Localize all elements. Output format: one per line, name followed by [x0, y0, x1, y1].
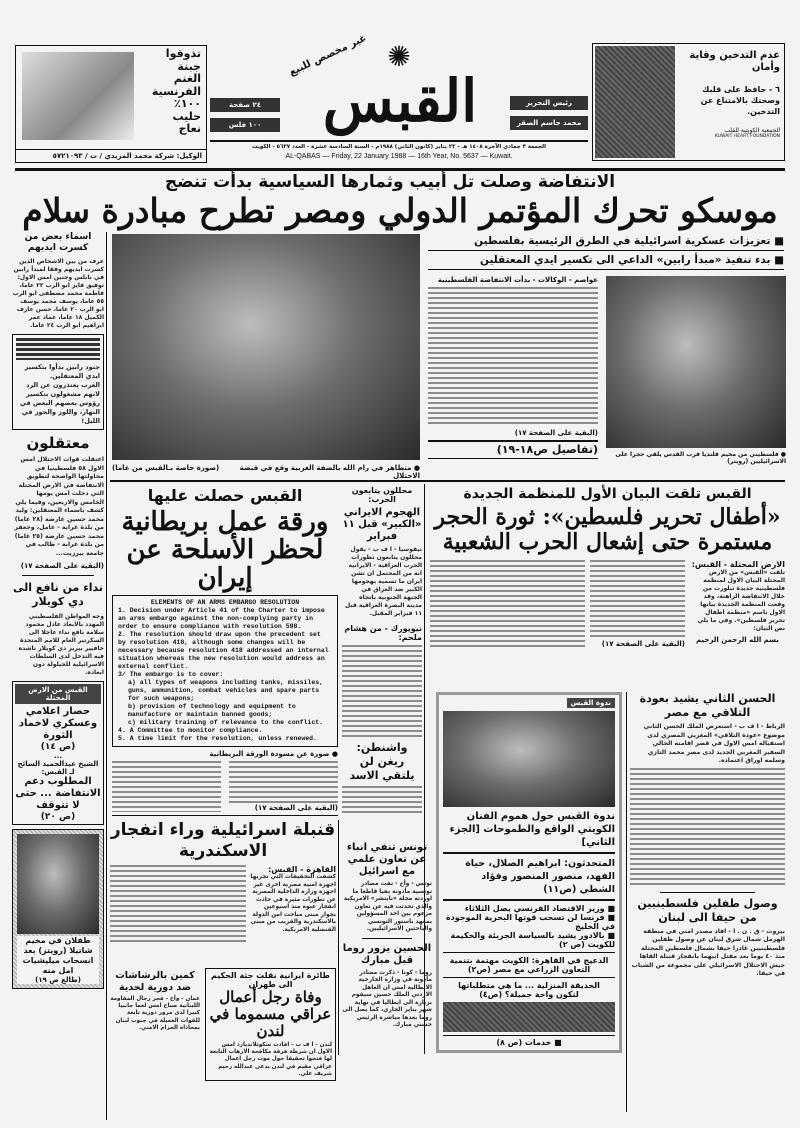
children-section — [430, 486, 785, 650]
ad-text: ٦ - حافظ على قلبك وصحتك بالامتناع عن التدخين. — [700, 85, 780, 116]
reagan-headline: واشنطن: ريغن لن يلتقي الاسد — [349, 741, 415, 782]
doc-line: c) military training of relevance to the conflict. — [128, 719, 324, 726]
lead-bullet-text: تعزيزات عسكرية اسرائيلية في الطرق الرئيسية بفلسطين — [474, 235, 771, 247]
seminar-photo-label: ندوة القبس — [567, 698, 615, 708]
detainees-title: معتقلون — [26, 434, 90, 452]
ad-cheese — [15, 45, 207, 163]
logo: القبس — [322, 67, 478, 135]
iraqi-headline: وفاة رجل أعمال عراقي مسموما في لندن — [209, 988, 332, 1040]
ad-line: حليب — [172, 109, 201, 123]
doc-caption: ● صورة عن مسودة الورقة البريطانية — [209, 750, 338, 758]
editor-label: رئيس التحرير — [510, 96, 588, 110]
hassan-headline: الحسن الثاني يشيد بعودة التلاقي مع مصر — [639, 692, 776, 719]
basmala: بسم الله الرحمن الرحيم — [696, 636, 779, 644]
british-column — [229, 761, 338, 812]
alex-dateline: القاهرة - القبس: — [268, 865, 336, 874]
date-english: AL-QABAS — Friday, 22 January 1988 — 16th Year, No. 5637 — Kuwait. — [285, 153, 513, 160]
divider — [362, 938, 412, 939]
occupied-box — [12, 681, 104, 825]
continued-note: (البقية على الصفحة ١٧) — [254, 804, 338, 812]
british-kicker: القبس حصلت عليها — [147, 486, 303, 505]
appeal-title: نداء من نافع الى دي كويلار — [12, 581, 104, 608]
ad-line: جبنة — [177, 59, 201, 73]
children-columns — [430, 560, 785, 650]
continued-note: (البقية على الصفحة ١٧) — [601, 640, 685, 648]
british-section — [112, 486, 338, 812]
not-for-sale-stamp: غير مخصص للبيع — [287, 32, 369, 79]
analysts-kicker: محللون يتابعون الحرب: — [351, 486, 413, 504]
ad-line: تذوقوا — [165, 47, 201, 60]
seminar-item: الدعيج في القاهرة: الكويت مهتمة بتنمية التعاون الزراعي مع مصر (ص٢) — [443, 956, 615, 978]
children-headline: «أطفال تحرير فلسطين»: ثورة الحجر مستمرة حتى إشعال الحرب الشعبية — [434, 504, 781, 555]
alex-body: كشفت التحقيقات التي تجريها اجهزة امنية مصرية اخرى غير اجهزة وزارة الداخلية المصرية عن تطورات مثيرة في حادث انفجار عبوة منذ اسبوعين بجوار مبنى مباحث امن الدولة بالاسكندرية والقريب من مبنى القنصلية الامريكية. — [250, 874, 336, 933]
lead-photo-caption: ● متظاهر في رام الله بالضفة الغربية وقع في قبضة الاحتلال — [239, 464, 420, 480]
ad-org-ar: الجمعية الكويتية للقلب — [724, 127, 780, 134]
text-block — [590, 560, 685, 640]
column-rule — [626, 692, 627, 1112]
bullet-text: وزير الاقتصاد الفرنسي يصل الثلاثاء — [464, 904, 605, 913]
seminar-bullet: ■ وزير الاقتصاد الفرنسي يصل الثلاثاء — [464, 904, 615, 913]
price: ١٠٠ فلس — [210, 118, 280, 132]
lead-bullet: ■ تعزيزات عسكرية اسرائيلية في الطرق الرئيسية بفلسطين — [428, 234, 784, 251]
divider — [660, 892, 755, 893]
text-block — [342, 786, 422, 816]
doc-line: 5. A time limit for the resolution, unless renewed. — [118, 735, 317, 742]
tunis-body: تونس - وأخ - نفت مصادر تونسية مأذونة نفيا قاطعا ما اوردته مجلة «نايتشر» الامريكية والذي تحدثت فيه عن تعاون مزعوم بين احد المسؤولين بمعهد باستور التونسي والباحثين الاسرائيليين. — [343, 881, 432, 932]
analysts-headline: الهجوم الايراني «الكبير» قبل ١١ فبراير — [342, 507, 422, 542]
text-block — [112, 761, 221, 812]
divider — [112, 815, 338, 816]
refugees-body: بيروت - ق . ن . ا - افاد مصدر امني في منطقة الهرمل شمال شرق لبنان عن وصول طفلين فلسطينيين غادرا حيفا بشمال فلسطين المحتلة منذ ٤٠ يوما بعد مقتل ابيهما بانفجار قنبلة القاها جيش الاحتلال الاسرائيلي على مجموعة من الشباب في حيفا. — [631, 927, 785, 977]
stone-thrower-caption: ● فلسطيني من مخيم قلنديا قرب القدس يلقي حجرا على الاسرائيليين (رويتر) — [615, 451, 786, 465]
ad-cheese-product-image — [22, 52, 134, 140]
text-block — [428, 287, 598, 427]
alex-headline: قنبلة اسرائيلية وراء انفجار الاسكندرية — [110, 820, 336, 861]
children-column — [690, 560, 785, 650]
seminar-item: الحديقة المنزلية ... ما هي متطلباتها لتكون واحة جميلة؟ (ص٤) — [458, 981, 600, 999]
ad-line: نعاج — [178, 122, 201, 135]
occupied-headline-2b: المطلوب دعم الانتفاضة ... حتى لا تتوقف — [15, 776, 101, 811]
iraqi-kicker: طائرة ايرانية نقلت جثة الحكيم الى طهران — [210, 971, 331, 989]
analysts-column — [342, 486, 422, 816]
commentary-logo — [16, 338, 100, 360]
children-dateline: الارض المحتلة - القبس: — [691, 560, 785, 569]
stone-thrower-photo — [606, 276, 786, 448]
commentary-box — [12, 334, 104, 430]
lead-kicker: الانتفاضة وصلت تل أبيب وثمارها السياسية بدأت تنضج — [164, 172, 616, 192]
seminar-bullets — [443, 904, 615, 953]
ad-line: الغنم — [173, 72, 201, 85]
doc-line: a) all types of weapons including tanks, missiles, guns, ammunition, combat vehicles and spare parts for such weapons; — [128, 679, 324, 702]
british-document — [112, 595, 338, 747]
iraqi-body: لندن - ا ف ب - افادت سكوتلانديارد امس الاول ان شرطة فرقة مكافحة الارهاب التابعة لها فتحوا تحقيقا حول موت رجل اعمال عراقي مقيم في لندن يدعى عبدالله رحيم شريف علي. — [209, 1042, 332, 1077]
iraqi-story-box — [205, 968, 336, 1081]
column-rule — [338, 820, 339, 1055]
ad-agent: الوكيل: شركة محمد المزيدي / ت / ٥٧٢١٠٩٣ — [16, 149, 206, 162]
shatila-caption: طفلان في مخيم شاتيلا (رويتر) بعد انسحاب ميليشيات امل منه — [17, 936, 99, 976]
lead-dateline: عواصم - الوكالات - بدأت الانتفاضة الفلسطينية — [437, 276, 598, 284]
analysts-body: نيقوسيا - ا ف ب - يقول محللون يتابعون تطورات الحرب العراقية - الايرانية انه من المحتمل ان تشن ايران ما تسميه بهجومها الكبير ضد العراق في الجبهة الجنوبية باتجاه مدينة البصرة العراقية قبل ١١ فبراير المقبل. — [345, 546, 422, 617]
names-title: اسماء بعض من كسرت ايديهم — [24, 232, 92, 253]
lead-photo — [112, 234, 420, 460]
seminar-dark-image — [443, 1002, 615, 1032]
hussein-body: روما - كونا - ذكرت مصادر مأذونة في وزارة الخارجية الايطالية امس ان العاهل الاردني الملك حسين سيقوم بزيارة الى ايطاليا في نهاية شهر يناير الجاري، كما يصل الى روما بعدها مباشرة الرئيس حسني مبارك. — [342, 969, 432, 1028]
text-block — [229, 761, 338, 804]
lead-headline: موسكو تحرك المؤتمر الدولي ومصر تطرح مبادرة سلام — [22, 191, 778, 230]
detainees-body: اعتقلت قوات الاحتلال امس الاول ٥٨ فلسطينيا في محاولتها الواضحة لتطويق الانتفاضة في الارض المحتلة التي دخلت امس يومها الخامس والاربعين، وفيما يلي كشف باسماء المعتقلين: وليد محمد حسين عارضة (٢٨ عاما) من بلدة عرابة - عامل، وجعفر محمد حسين عارضة (٢٥ عاما) من بلدة عرابة - طالب في جامعة بيرزيت... — [14, 456, 104, 557]
ad-no-smoking-image — [595, 46, 675, 158]
masthead — [210, 32, 588, 165]
page-ref: (ص ١٤) — [40, 742, 76, 752]
doc-title: ELEMENTS OF AN ARMS EMBARGO RESOLUTION — [150, 599, 300, 606]
shatila-photo — [17, 834, 99, 934]
doc-line: b) provision of technology and equipment to manufacture or maintain banned goods; — [128, 703, 296, 718]
doc-line: 3/ The embargo is to cover: — [118, 671, 224, 678]
services-link[interactable]: ■ خدمات (ص ٨) — [443, 1035, 615, 1047]
doc-line: 1. Decision under Article 41 of the Charter to impose an arms embargo against the non-complying party in order to ensure compliance with resolution 598. — [118, 607, 325, 630]
occupied-headline-1: حصار اعلامي وعسكري لاخماد الثورة — [18, 706, 98, 741]
alex-columns — [110, 865, 336, 945]
section-rule — [110, 480, 785, 482]
names-body: عرف من بين الاشخاص الذين كسرت ايديهم وفقا لمبدأ رابين في نابلس وجنين امس الاول: توفيق فايز ابو الرب ٢٢ عاما، فاطمة محمد مصطفى ابو الرب ٥٥ عاما، يوسف محمد يوسف ابو الرب ٢٠ عاما، حسن عارف الكميل ١٨ عاما، عماد عمر ابراهيم ابو الرب ٢٤ عاما. — [12, 258, 104, 329]
british-headline: ورقة عمل بريطانية لحظر الأسلحة عن إيران — [121, 507, 329, 593]
alex-section — [110, 820, 336, 945]
ad-line: الفرنسية — [151, 84, 201, 98]
details-ref: (تفاصيل ص١٨-١٩) — [428, 440, 598, 459]
seminar-photo — [443, 711, 615, 807]
left-column — [12, 232, 104, 989]
alex-column — [250, 865, 336, 945]
doc-line: 4. A Committee to monitor compliance. — [118, 727, 263, 734]
seminar-speakers: المتحدثون: ابراهيم الصلال، حياة الفهد، منصور المنصور وفؤاد الشطي (ص١١) — [443, 857, 615, 901]
children-kicker: القبس تلقت البيان الأول للمنظمة الجديدة — [463, 486, 752, 502]
lead-bullet-text: بدء تنفيذ «مبدأ رابين» الداعي الى تكسير ايدي المعتقلين — [480, 254, 771, 266]
shatila-photo-frame — [12, 829, 104, 989]
text-block — [630, 768, 785, 888]
seminar-box — [436, 692, 622, 1053]
refugees-headline: وصول طفلين فلسطينيين من حيفا الى لبنان — [637, 896, 778, 924]
doc-line: 2. The resolution should draw upon the precedent set by resolution 418, although some changes will be necessary because resolution 418 addressed an internal situation whereas the new resolution would address an external conflict. — [118, 631, 329, 670]
date-arabic: الجمعة ٣ جمادي الآخرة ١٤٠٨ هـ - ٢٢ يناير (كانون الثاني) ١٩٨٨م - السنة السادسة عشرة - العدد ٥٦٣٧ - الكويت — [252, 144, 546, 150]
text-block — [110, 865, 246, 945]
continued-note: (البقية على الصفحة ١٧) — [20, 562, 104, 570]
ambush-headline: كمين بالرشاشات ضد دورية لحدية — [115, 970, 195, 993]
occupied-label: القبس من الارض المحتلة — [15, 684, 101, 704]
bullet-text: بالادور يشيد بالسياسة الجريئة والحكيمة للكويت (ص ٢) — [450, 931, 615, 949]
text-block — [342, 645, 422, 738]
lead-bullet: ■ بدء تنفيذ «مبدأ رابين» الداعي الى تكسير ايدي المعتقلين — [428, 251, 784, 270]
lead-photo-credit: (صورة خاصة بـالقبس من غاما) — [112, 464, 220, 472]
page-ref: (ص ٢٠) — [40, 812, 76, 822]
occupied-headline-2a: الشيخ عبدالحميد السائح لـ القبس: — [17, 760, 99, 776]
editor-name: محمد جاسم الصقر — [510, 116, 588, 130]
page-ref: (طالع ص ١٩) — [17, 976, 99, 984]
seminar-bullet: ■ فرنسا لن تسحب قوتها البحرية الموجودة في الخليج — [445, 913, 615, 931]
divider — [22, 575, 94, 576]
column-rule — [106, 232, 107, 1120]
ad-org-en: KUWAIT HEART FOUNDATION — [714, 134, 780, 139]
ad-no-smoking — [592, 43, 785, 161]
pages-count: ٢٤ صفحة — [210, 98, 280, 112]
ad-line: ١٠٠٪ — [174, 97, 201, 110]
divider — [210, 140, 588, 142]
tunis-headline: تونس تنفي انباء عن تعاون علمي مع اسرائيل — [346, 842, 428, 877]
children-column — [590, 560, 685, 650]
ad-title: عدم التدخين وقاية وأمان — [689, 50, 780, 73]
separator: ... — [54, 752, 62, 760]
british-byline: نيويورك - من هشام ملحم: — [344, 624, 422, 642]
appeal-body: وجه المواطن الفلسطيني المهدد بالابعاد عادل محمود سلامة نافع نداء عاجلا الى السكرتير العام للامم المتحدة خافيير بيريز دي كويلار ناشده فيه التدخل لدى السلطات الاسرائيلية للحيلولة دون ابعاده. — [18, 613, 104, 676]
hussein-headline: الحسين يزور روما قبل مبارك — [342, 942, 432, 966]
text-block — [430, 560, 585, 650]
hassan-body: الرباط - ا ف ب - استعرض الملك الحسن الثاني موضوع «عودة التلاقي» المغربي المصري لدى استقباله امس الاول في قصر اقامته الحالي السفير المغربي الجديد لدى مصر محمد التازي وسلمه اوراق اعتماده. — [643, 723, 785, 764]
commentary-p1: جنود رابين بدأوا بتكسير ايدي المعتقلين. — [24, 363, 100, 380]
ambush-body: عمان - وأخ - فجر رجال المقاومة اللبنانية صباح امس لغما جانبيا كبيرا لدى مرور دورية تابعة للقوات العميلة في جنوب لبنان بمحاذاة الحزام الامني. — [110, 996, 200, 1031]
bullet-text: فرنسا لن تسحب قوتها البحرية الموجودة في الخليج — [445, 913, 615, 931]
masthead-rule — [15, 168, 785, 171]
children-body: تلقت «القبس» من الارض المحتلة البيان الاول لمنظمة فلسطينية جديدة تبلورت من خلال الانتفاضة الراهنة، وقد وقعت المنظمة الجديدة بيانها الاول باسم «منظمة اطفال تحرير فلسطين». وفي ما يلي نص البيان: — [697, 569, 785, 632]
commentary-p2: العرب يعتذرون عن الرد لانهم مشغولون بتكسير رؤوس بعضهم البعض في النهار، واللوز والجوز في الليل! — [19, 381, 100, 425]
seminar-headline: ندوة القبس حول هموم الفنان الكويتي الواقع والطموحات [الجزء الثاني] — [443, 810, 615, 854]
seminar-bullet: ■ بالادور يشيد بالسياسة الجريئة والحكيمة للكويت (ص ٢) — [450, 931, 615, 949]
continued-note: (البقية على الصفحة ١٧) — [514, 429, 598, 437]
british-text-row — [112, 761, 338, 812]
logo-emblem: ✺ — [387, 40, 411, 73]
